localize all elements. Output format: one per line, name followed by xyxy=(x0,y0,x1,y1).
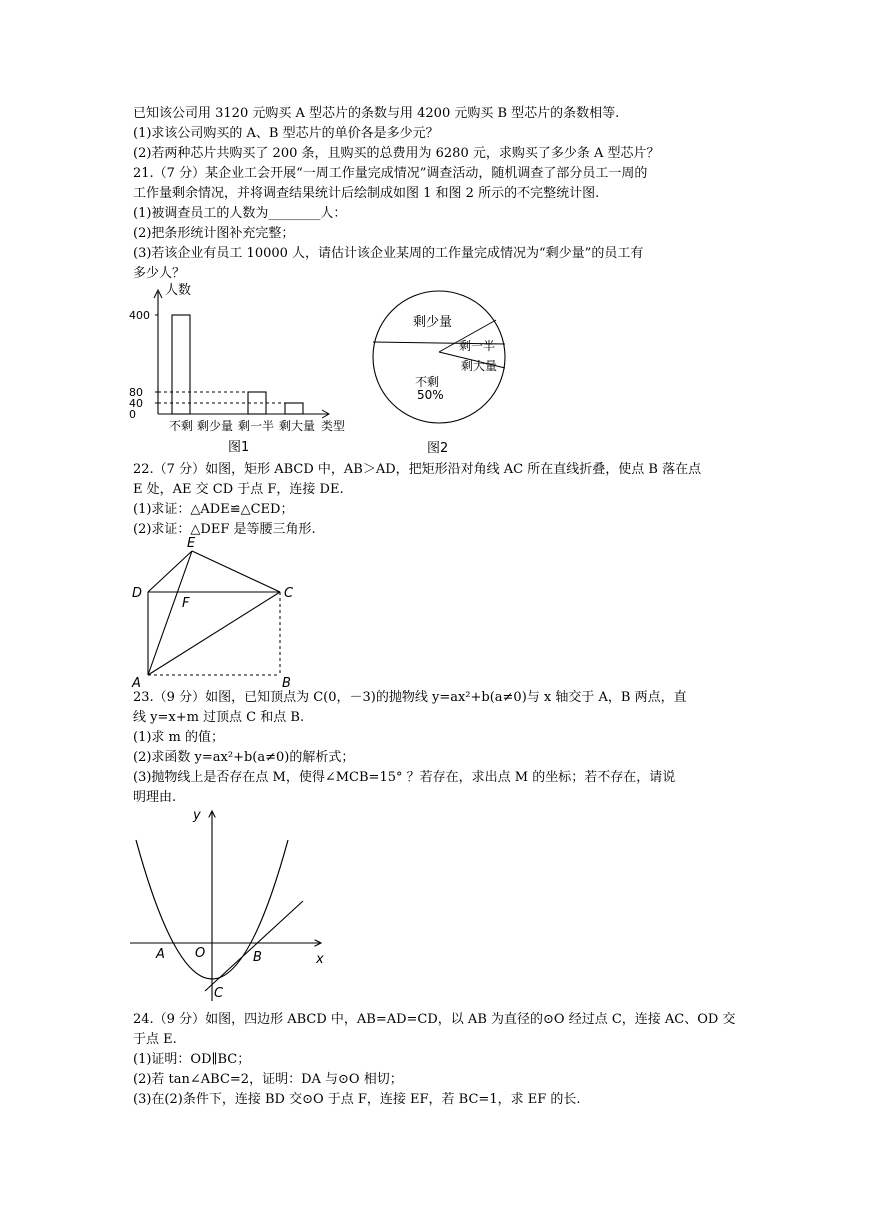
x-category-label: 不剩 xyxy=(169,419,194,433)
bar-chart-figure-1 xyxy=(125,282,365,454)
rectangle-fold-figure xyxy=(128,535,308,690)
y-axis-label: 人数 xyxy=(165,283,192,298)
q21-line-1: 21.（7 分）某企业工会开展“一周工作量完成情况”调查活动，随机调查了部分员工一周的 xyxy=(133,166,648,181)
chart2-caption: 图2 xyxy=(427,441,449,456)
pie-label-bu: 不剩 xyxy=(415,375,440,389)
q23-part-3: (3)抛物线上是否存在点 M，使得∠MCB=15° ？若存在，求出点 M 的坐标；若不存在，请说 xyxy=(133,770,676,785)
q23-line-1: 23.（9 分）如图，已知顶点为 C(0，－3)的抛物线 y=ax²+b(a≠0)与 x 轴交于 A，B 两点，直 xyxy=(133,690,687,705)
label-y: y xyxy=(193,808,201,823)
bar-chart-plot xyxy=(129,282,345,433)
pie-label-shao: 剩少量 xyxy=(413,315,453,330)
label-x: x xyxy=(316,952,324,967)
chart1-caption: 图1 xyxy=(228,440,250,454)
label-C: C xyxy=(284,586,294,601)
text-line-3: (2)若两种芯片共购买了 200 条，且购买的总费用为 6280 元，求购买了多少条 A 型芯片？ xyxy=(133,146,660,161)
q21-part-2: (2)把条形统计图补充完整； xyxy=(133,226,295,241)
q24-part-1: (1)证明：OD∥BC； xyxy=(133,1052,251,1067)
q21-line-2: 工作量剩余情况，并将调查结果统计后绘制成如图 1 和图 2 所示的不完整统计图. xyxy=(133,186,600,201)
pie-circle xyxy=(373,291,505,423)
q23-part-2: (2)求函数 y=ax²+b(a≠0)的解析式； xyxy=(133,750,355,765)
q24-line-1: 24.（9 分）如图，四边形 ABCD 中，AB=AD=CD，以 AB 为直径的⊙O 经过点 C，连接 AC、OD 交 xyxy=(133,1012,736,1027)
pie-label-bu-pct: 50% xyxy=(417,388,444,402)
q21-part-3: (3)若该企业有员工 10000 人，请估计该企业某周的工作量完成情况为“剩少量”的员工有 xyxy=(133,246,644,261)
pie-chart-figure-2 xyxy=(365,290,515,456)
q24-part-3: (3)在(2)条件下，连接 BD 交⊙O 于点 F，连接 EF，若 BC=1，求 EF 的长. xyxy=(133,1092,581,1107)
q22-line-1: 22.（7 分）如图，矩形 ABCD 中，AB＞AD，把矩形沿对角线 AC 所在直线折叠，使点 B 落在点 xyxy=(133,462,702,477)
label-O: O xyxy=(195,946,206,961)
y-tick-label: 40 xyxy=(129,397,143,410)
q22-part-2: (2)求证：△DEF 是等腰三角形. xyxy=(133,522,316,537)
x-category-label: 剩少量 xyxy=(197,419,234,433)
y-tick-label: 80 xyxy=(129,386,143,399)
segment-EC xyxy=(192,551,280,592)
parabola-figure xyxy=(125,805,340,1005)
x-axis-label: 类型 xyxy=(321,419,346,433)
label-C: C xyxy=(214,986,224,1001)
label-A: A xyxy=(132,676,141,690)
pie-label-daliang: 剩大量 xyxy=(461,359,498,373)
q21-part-3-cont: 多少人？ xyxy=(133,266,186,281)
x-category-label: 剩一半 xyxy=(238,419,275,433)
q22-part-1: (1)求证：△ADE≌△CED； xyxy=(133,502,294,517)
segment-DE xyxy=(148,551,192,592)
q23-part-1: (1)求 m 的值； xyxy=(133,730,225,745)
label-A: A xyxy=(156,947,165,962)
segment-AC xyxy=(148,592,280,675)
text-line-2: (1)求该公司购买的 A、B 型芯片的单价各是多少元？ xyxy=(133,126,439,141)
q22-line-2: E 处，AE 交 CD 于点 F，连接 DE. xyxy=(133,482,344,497)
bar-0 xyxy=(172,315,190,414)
label-D: D xyxy=(132,586,143,601)
segment-AE xyxy=(148,551,192,675)
text-line-1: 已知该公司用 3120 元购买 A 型芯片的条数与用 4200 元购买 B 型芯片的条数相等. xyxy=(133,106,620,121)
x-category-label: 剩大量 xyxy=(279,419,316,433)
q23-part-3-cont: 明理由. xyxy=(133,790,177,805)
pie-label-yiban: 剩一半 xyxy=(459,339,496,353)
label-F: F xyxy=(182,596,190,611)
q24-part-2: (2)若 tan∠ABC=2，证明：DA 与⊙O 相切； xyxy=(133,1072,403,1087)
y-tick-label: 400 xyxy=(129,309,150,322)
q24-line-2: 于点 E. xyxy=(133,1032,177,1047)
label-B: B xyxy=(253,950,262,965)
label-B: B xyxy=(282,676,291,690)
line-CB xyxy=(205,901,303,991)
bar-3 xyxy=(285,403,303,414)
label-E: E xyxy=(187,536,196,551)
q21-part-1: (1)被调查员工的人数为________人： xyxy=(133,206,347,221)
y-tick-label: 0 xyxy=(129,408,136,421)
q23-line-2: 线 y=x+m 过顶点 C 和点 B. xyxy=(133,710,305,725)
